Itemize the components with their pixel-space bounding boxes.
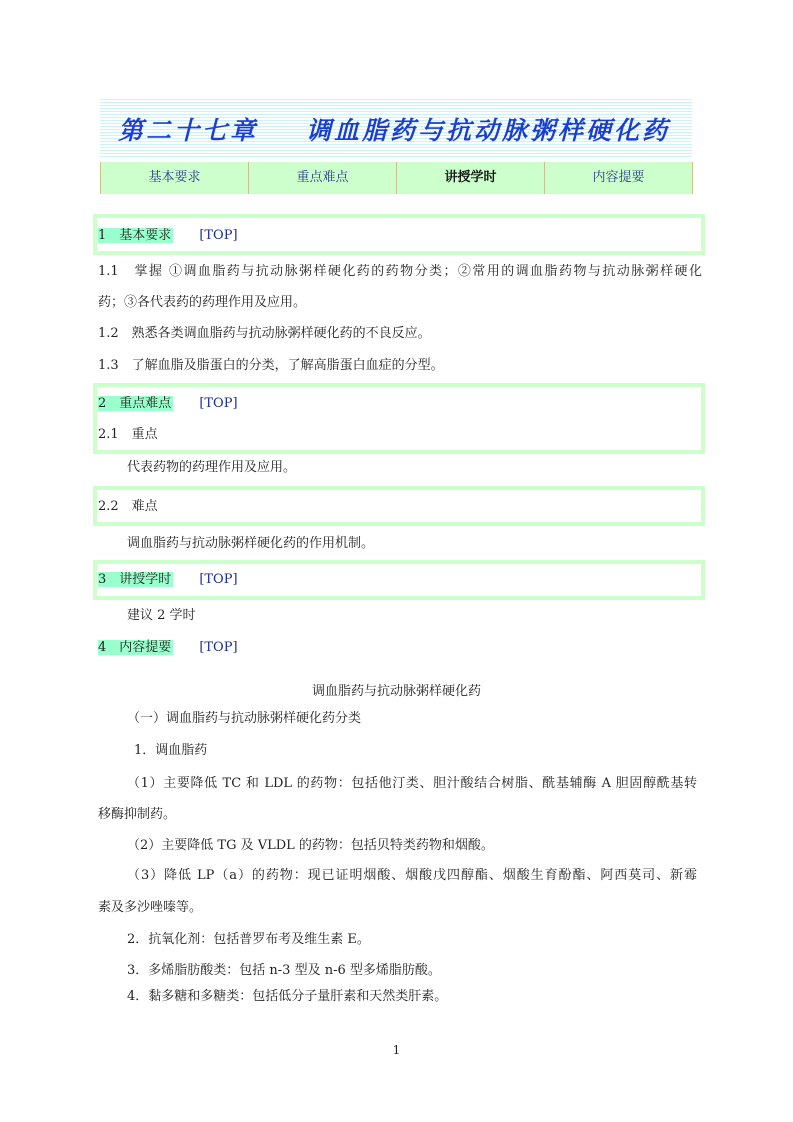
chapter-name: 调血脂药与抗动脉粥样硬化药: [306, 116, 671, 145]
summary-p2: 1．调血脂药: [134, 743, 208, 758]
section-1-heading: 1 基本要求 [TOP]: [98, 228, 238, 243]
chapter-banner: [100, 97, 692, 157]
summary-p3: （1）主要降低 TC 和 LDL 的药物：包括他汀类、胆汁酸结合树脂、酰基辅酶 A 胆固醇酰基转: [127, 776, 697, 791]
subsection-2-2: 2.2 难点: [98, 499, 158, 514]
nav-content-summary[interactable]: 内容提要: [545, 162, 693, 194]
top-link[interactable]: [TOP]: [199, 572, 238, 587]
summary-p6: 2．抗氧化剂：包括普罗布考及维生素 E。: [127, 932, 370, 947]
top-link[interactable]: [TOP]: [199, 396, 238, 411]
nav-key-points[interactable]: 重点难点: [249, 162, 397, 194]
summary-p3-cont: 移酶抑制药。: [98, 807, 177, 822]
chapter-number: 第二十七章: [118, 116, 259, 145]
summary-p8: 4．黏多糖和多糖类：包括低分子量肝素和天然类肝素。: [127, 989, 448, 1004]
item-1-3: 1.3 了解血脂及脂蛋白的分类，了解高脂蛋白血症的分型。: [98, 358, 444, 373]
summary-p4: （2）主要降低 TG 及 VLDL 的药物：包括贝特类药物和烟酸。: [127, 838, 494, 853]
subsection-2-2-box: [93, 486, 705, 526]
chapter-nav: [100, 162, 693, 194]
summary-heading: 调血脂药与抗动脉粥样硬化药: [311, 684, 481, 699]
summary-p7: 3．多烯脂肪酸类：包括 n-3 型及 n-6 型多烯脂肪酸。: [127, 963, 441, 978]
subsection-2-1: 2.1 重点: [98, 427, 158, 442]
section-4-heading: 4 内容提要 [TOP]: [98, 640, 238, 655]
section-2-box: [93, 383, 705, 454]
top-link[interactable]: [TOP]: [199, 640, 238, 655]
item-1-1: 1.1 掌握 ①调血脂药与抗动脉粥样硬化药的药物分类；②常用的调血脂药物与抗动脉粥样硬化: [98, 264, 702, 279]
subsection-2-2-text: 调血脂药与抗动脉粥样硬化药的作用机制。: [127, 536, 375, 551]
section-2-heading: 2 重点难点 [TOP]: [98, 396, 238, 411]
chapter-title: [118, 111, 670, 147]
subsection-2-1-text: 代表药物的药理作用及应用。: [127, 460, 297, 475]
nav-teaching-hours[interactable]: 讲授学时: [397, 162, 545, 194]
nav-basic-requirements[interactable]: 基本要求: [101, 162, 249, 194]
page-number: 1: [392, 1043, 401, 1057]
section-3-heading: 3 讲授学时 [TOP]: [98, 572, 238, 587]
item-1-2: 1.2 熟悉各类调血脂药与抗动脉粥样硬化药的不良反应。: [98, 326, 431, 341]
top-link[interactable]: [TOP]: [199, 228, 238, 243]
item-1-1-cont: 药；③各代表药的药理作用及应用。: [98, 295, 307, 310]
summary-p1: （一）调血脂药与抗动脉粥样硬化药分类: [127, 711, 362, 726]
section-3-text: 建议 2 学时: [127, 608, 196, 623]
summary-p5: （3）降低 LP（a）的药物：现已证明烟酸、烟酸戊四醇酯、烟酸生育酚酯、阿西莫司、新霉: [127, 868, 697, 883]
summary-p5-cont: 素及多沙唑嗪等。: [98, 900, 203, 915]
